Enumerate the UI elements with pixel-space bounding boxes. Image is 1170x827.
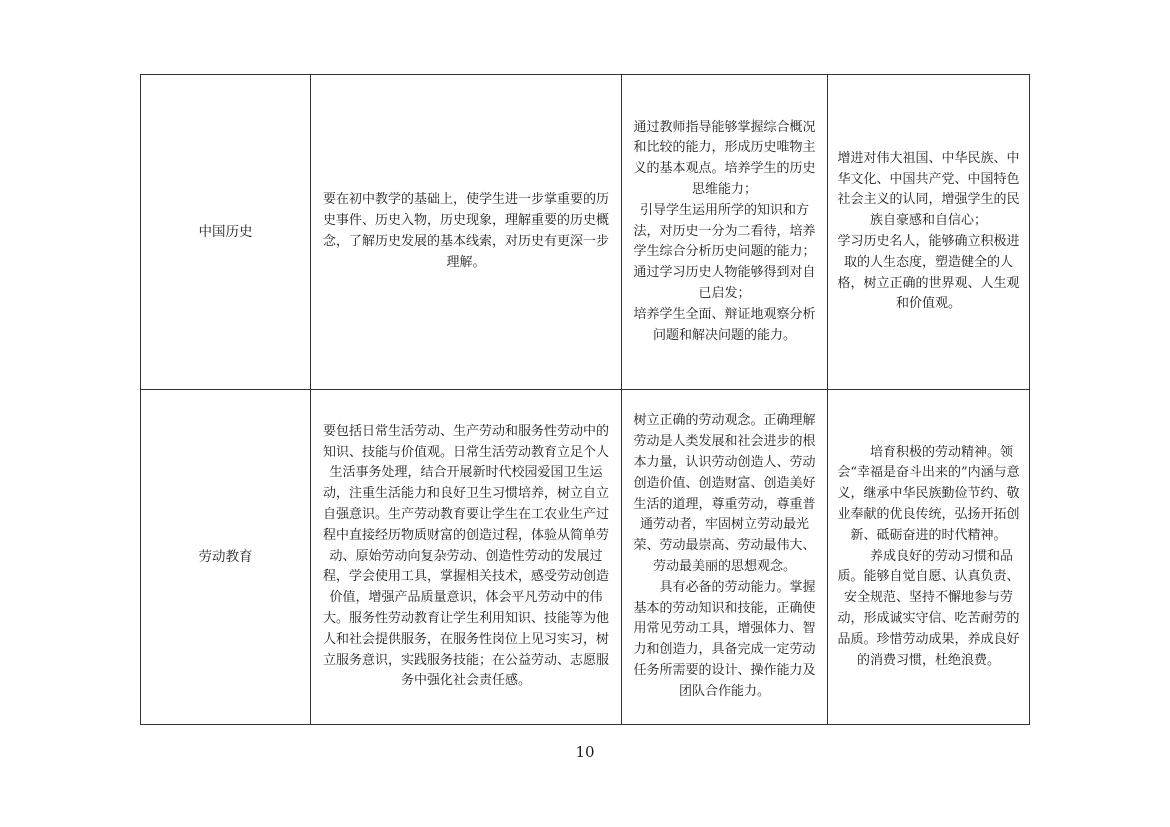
values-paragraph: 养成良好的劳动习惯和品质。能够自觉自愿、认真负责、安全规范、坚持不懈地参与劳动，形成诚实守信、吃苦耐劳的品质。珍惜劳动成果，养成良好的消费习惯，杜绝浪费。 — [837, 548, 1020, 668]
ability-paragraph: 通过学习历史人物能够得到对自已启发； — [633, 265, 816, 301]
values-paragraph: 学习历史名人，能够确立积极进取的人生态度，塑造健全的人格，树立正确的世界观、人生观和价值观。 — [837, 234, 1020, 312]
content-cell — [311, 75, 622, 390]
content-cell — [311, 390, 622, 725]
values-paragraph: 培育积极的劳动精神。领会“幸福是奋斗出来的”内涵与意义，继承中华民族勤俭节约、敬业奉献的优良传统，弘扬开拓创新、砥砺奋进的时代精神。 — [837, 444, 1020, 543]
page-number: 10 — [575, 743, 595, 761]
ability-paragraph: 树立正确的劳动观念。正确理解劳动是人类发展和社会进步的根本力量，认识劳动创造人、劳动创造价值、创造财富、创造美好生活的道理，尊重劳动，尊重普通劳动者，牢固树立劳动最光荣、劳动最崇高、劳动最伟大、劳动最美丽的思想观念。 — [633, 413, 816, 574]
table-row-history — [141, 75, 1030, 390]
ability-paragraph: 通过教师指导能够掌握综合概况和比较的能力，形成历史唯物主义的基本观点。培养学生的历史思维能力； — [633, 119, 816, 197]
subject-cell: 劳动教育 — [141, 390, 311, 725]
content-paragraph: 要包括日常生活劳动、生产劳动和服务性劳动中的知识、技能与价值观。日常生活劳动教育立足个人生活事务处理，结合开展新时代校园爱国卫生运动，注重生活能力和良好卫生习惯培养，树立自立自强意识。生产劳动教育要让学生在工农业生产过程中直接经历物质财富的创造过程，体验从简单劳动、原始劳动向复杂劳动、创造性劳动的发展过程，学会使用工具，掌握相关技术，感受劳动创造价值，增强产品质量意识，体会平凡劳动中的伟大。服务性劳动教育让学生利用知识、技能等为他人和社会提供服务，在服务性岗位上见习实习，树立服务意识，实践服务技能；在公益劳动、志愿服务中强化社会责任感。 — [322, 423, 609, 689]
ability-cell — [622, 75, 828, 390]
values-cell — [828, 75, 1030, 390]
ability-paragraph: 引导学生运用所学的知识和方法，对历史一分为二看待，培养学生综合分析历史问题的能力； — [633, 202, 816, 260]
ability-cell — [622, 390, 828, 725]
table-row-labor — [141, 390, 1030, 725]
values-cell — [828, 390, 1030, 725]
ability-paragraph: 具有必备的劳动能力。掌握基本的劳动知识和技能，正确使用常见劳动工具，增强体力、智力和创造力，具备完成一定劳动任务所需要的设计、操作能力及团队合作能力。 — [633, 579, 816, 699]
values-paragraph: 增进对伟大祖国、中华民族、中华文化、中国共产党、中国特色社会主义的认同，增强学生的民族自豪感和自信心； — [837, 150, 1020, 229]
subject-cell: 中国历史 — [141, 75, 311, 390]
ability-paragraph: 培养学生全面、辩证地观察分析问题和解决问题的能力。 — [633, 306, 816, 343]
curriculum-table — [140, 74, 1030, 725]
content-paragraph: 要在初中教学的基础上，使学生进一步掌重要的历史事件、历史入物，历史现象，理解重要的历史概念，了解历史发展的基本线索，对历史有更深一步理解。 — [322, 192, 609, 270]
